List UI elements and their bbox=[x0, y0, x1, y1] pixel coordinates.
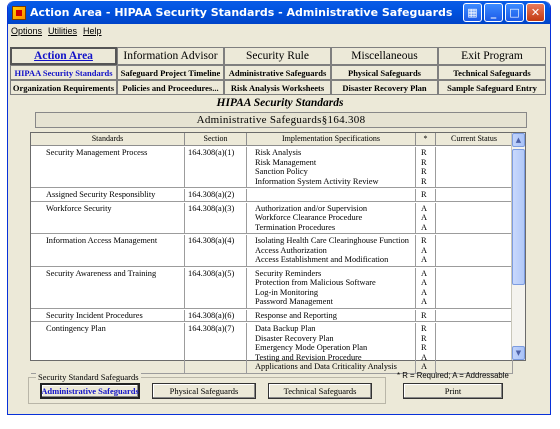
table-row[interactable] bbox=[31, 310, 513, 323]
tab-administrative-safeguards[interactable]: Administrative Safeguards bbox=[224, 65, 331, 80]
specification-item: Security Reminders bbox=[255, 268, 322, 278]
cell-section bbox=[185, 310, 247, 322]
administrative-safeguards-button[interactable]: Administrative Safeguards bbox=[40, 383, 140, 399]
specification-item: Access Establishment and Modification bbox=[255, 255, 389, 264]
cell-current-status[interactable] bbox=[436, 147, 513, 187]
cell-standard bbox=[31, 310, 185, 322]
scroll-thumb[interactable] bbox=[512, 149, 525, 285]
specification-item: Termination Procedures bbox=[255, 222, 336, 232]
specification-item: Data Backup Plan bbox=[255, 324, 316, 333]
scroll-up-icon[interactable]: ▲ bbox=[512, 133, 525, 147]
title-bar[interactable] bbox=[8, 1, 550, 24]
table-row[interactable] bbox=[31, 189, 513, 202]
requirement-flag: A bbox=[421, 213, 428, 222]
cell-section bbox=[185, 268, 247, 308]
header-standards: Standards bbox=[31, 133, 185, 146]
header-implementation: Implementation Specifications bbox=[247, 133, 416, 146]
tab-information-advisor[interactable]: Information Advisor bbox=[117, 47, 224, 65]
cell-current-status[interactable] bbox=[436, 310, 513, 322]
cell-required-flag bbox=[416, 268, 436, 308]
cell-specifications bbox=[247, 235, 416, 266]
requirement-flag: R bbox=[421, 324, 427, 333]
cell-standard bbox=[31, 147, 185, 187]
table-row[interactable] bbox=[31, 235, 513, 267]
groupbox-label: Security Standard Safeguards bbox=[38, 372, 139, 382]
specification-item: Protection from Malicious Software bbox=[255, 278, 376, 287]
sub-tab-bar-1 bbox=[10, 65, 546, 80]
tab-organization-requirements[interactable]: Organization Requirements bbox=[10, 80, 117, 95]
cell-section bbox=[185, 203, 247, 234]
requirement-flag: R bbox=[421, 176, 427, 186]
tab-risk-analysis-worksheets[interactable]: Risk Analysis Worksheets bbox=[224, 80, 331, 95]
scroll-down-icon[interactable]: ▼ bbox=[512, 346, 525, 360]
tab-safeguard-project-timeline[interactable]: Safeguard Project Timeline bbox=[117, 65, 224, 80]
specification-item: Response and Reporting bbox=[255, 310, 337, 320]
specification-item: Testing and Revision Procedure bbox=[255, 352, 362, 362]
close-button[interactable]: ✕ bbox=[526, 3, 545, 22]
tab-action-area[interactable]: Action Area bbox=[10, 47, 117, 65]
cell-specifications bbox=[247, 203, 416, 234]
specification-item: Sanction Policy bbox=[255, 167, 308, 176]
requirement-flag: A bbox=[421, 268, 428, 278]
minimize-button[interactable]: _ bbox=[484, 3, 503, 22]
grid-header bbox=[31, 133, 513, 146]
cell-current-status[interactable] bbox=[436, 189, 513, 201]
requirement-flag: A bbox=[421, 255, 428, 264]
cell-standard bbox=[31, 235, 185, 266]
header-current-status: Current Status bbox=[436, 133, 513, 146]
section-number: 164.308(a)(4) bbox=[188, 236, 235, 245]
cell-section bbox=[185, 323, 247, 373]
requirement-flag: R bbox=[421, 190, 427, 199]
menu-utilities[interactable]: Utilities bbox=[48, 26, 78, 36]
print-button[interactable]: Print bbox=[403, 383, 503, 399]
sub-tab-bar-2 bbox=[10, 80, 546, 95]
requirement-flag: A bbox=[421, 222, 428, 232]
requirement-flag: A bbox=[421, 362, 428, 371]
tab-policies-procedures[interactable]: Policies and Proceedures... bbox=[117, 80, 224, 95]
technical-safeguards-button[interactable]: Technical Safeguards bbox=[268, 383, 372, 399]
cell-required-flag bbox=[416, 147, 436, 187]
specification-item: Risk Management bbox=[255, 157, 317, 167]
standard-name: Information Access Management bbox=[46, 236, 158, 245]
specification-item: Log-in Monitoring bbox=[255, 287, 319, 297]
requirement-flag: A bbox=[421, 203, 428, 213]
cell-specifications bbox=[247, 147, 416, 187]
menu-options[interactable]: Options bbox=[11, 26, 43, 36]
cell-specifications bbox=[247, 189, 416, 201]
section-number: 164.308(a)(7) bbox=[188, 324, 235, 333]
standard-name: Workforce Security bbox=[46, 203, 112, 213]
header-required-flag: * bbox=[416, 133, 436, 146]
requirement-flag: A bbox=[421, 287, 428, 297]
cell-section bbox=[185, 235, 247, 266]
cell-standard bbox=[31, 189, 185, 201]
standard-name: Security Awareness and Training bbox=[46, 268, 157, 278]
grid-scrollbar[interactable] bbox=[511, 133, 525, 360]
requirement-flag: R bbox=[421, 236, 427, 245]
cell-current-status[interactable] bbox=[436, 323, 513, 373]
table-row[interactable] bbox=[31, 268, 513, 309]
specification-item: Password Management bbox=[255, 297, 333, 306]
standards-panel bbox=[28, 97, 532, 371]
grid-icon[interactable]: ▦ bbox=[463, 3, 482, 22]
requirement-flag: R bbox=[421, 167, 427, 176]
specification-item: Isolating Health Care Clearinghouse Function bbox=[255, 236, 409, 245]
specification-item bbox=[255, 190, 415, 200]
cell-current-status[interactable] bbox=[436, 203, 513, 234]
cell-standard bbox=[31, 268, 185, 308]
tab-disaster-recovery-plan[interactable]: Disaster Recovery Plan bbox=[331, 80, 438, 95]
maximize-button[interactable]: □ bbox=[505, 3, 524, 22]
tab-hipaa-security-standards[interactable]: HIPAA Security Standards bbox=[10, 65, 117, 80]
cell-specifications bbox=[247, 268, 416, 308]
cell-current-status[interactable] bbox=[436, 235, 513, 266]
table-row[interactable] bbox=[31, 323, 513, 374]
specification-item: Access Authorization bbox=[255, 245, 327, 255]
requirement-flag: A bbox=[421, 245, 428, 255]
standard-name: Assigned Security Responsiblity bbox=[46, 190, 156, 199]
cell-required-flag bbox=[416, 189, 436, 201]
cell-section bbox=[185, 147, 247, 187]
requirement-flag: A bbox=[421, 278, 428, 287]
specification-item: Authorization and/or Supervision bbox=[255, 203, 368, 213]
requirement-flag: A bbox=[421, 297, 428, 306]
menu-help[interactable]: Help bbox=[83, 26, 102, 36]
physical-safeguards-button[interactable]: Physical Safeguards bbox=[152, 383, 256, 399]
window-title: Action Area - HIPAA Security Standards - Administrative Safeguards bbox=[30, 6, 453, 19]
cell-required-flag bbox=[416, 203, 436, 234]
cell-specifications bbox=[247, 323, 416, 373]
requirement-flag: A bbox=[421, 352, 428, 362]
specification-item: Emergency Mode Operation Plan bbox=[255, 343, 368, 352]
standards-grid[interactable] bbox=[30, 132, 526, 371]
section-number: 164.308(a)(1) bbox=[188, 148, 235, 157]
specification-item: Information System Activity Review bbox=[255, 176, 379, 186]
tab-technical-safeguards[interactable]: Technical Safeguards bbox=[438, 65, 546, 80]
tab-security-rule[interactable]: Security Rule bbox=[224, 47, 331, 65]
cell-specifications bbox=[247, 310, 416, 322]
cell-current-status[interactable] bbox=[436, 268, 513, 308]
requirement-flag: R bbox=[421, 157, 427, 167]
panel-subtitle: Administrative Safeguards§164.308 bbox=[35, 112, 527, 128]
specification-item: Applications and Data Criticality Analysis bbox=[255, 362, 397, 371]
standard-name: Security Incident Procedures bbox=[46, 310, 143, 320]
specification-item: Disaster Recovery Plan bbox=[255, 333, 334, 343]
standard-name: Contingency Plan bbox=[46, 324, 106, 333]
panel-title: HIPAA Security Standards bbox=[216, 97, 344, 109]
tab-miscellaneous[interactable]: Miscellaneous bbox=[331, 47, 438, 65]
cell-standard bbox=[31, 203, 185, 234]
tab-exit-program[interactable]: Exit Program bbox=[438, 47, 546, 65]
table-row[interactable] bbox=[31, 203, 513, 235]
section-number: 164.308(a)(2) bbox=[188, 190, 235, 199]
section-number: 164.308(a)(6) bbox=[188, 310, 235, 320]
requirement-flag: R bbox=[421, 343, 427, 352]
section-number: 164.308(a)(5) bbox=[188, 268, 235, 278]
cell-section bbox=[185, 189, 247, 201]
cell-required-flag bbox=[416, 235, 436, 266]
requirement-flag: R bbox=[421, 333, 427, 343]
app-icon bbox=[12, 6, 26, 20]
cell-required-flag bbox=[416, 310, 436, 322]
requirement-flag: R bbox=[421, 310, 427, 320]
tab-sample-safeguard-entry[interactable]: Sample Safeguard Entry bbox=[438, 80, 546, 95]
tab-physical-safeguards[interactable]: Physical Safeguards bbox=[331, 65, 438, 80]
requirement-legend: * R = Required; A = Addressable bbox=[397, 371, 509, 380]
main-tab-bar bbox=[10, 47, 546, 65]
standard-name: Security Management Process bbox=[46, 148, 148, 157]
specification-item: Workforce Clearance Procedure bbox=[255, 213, 363, 222]
section-number: 164.308(a)(3) bbox=[188, 203, 235, 213]
table-row[interactable] bbox=[31, 147, 513, 188]
specification-item: Risk Analysis bbox=[255, 148, 302, 157]
requirement-flag: R bbox=[421, 148, 427, 157]
cell-standard bbox=[31, 323, 185, 373]
header-section: Section bbox=[185, 133, 247, 146]
cell-required-flag bbox=[416, 323, 436, 373]
menu-bar bbox=[8, 24, 550, 38]
